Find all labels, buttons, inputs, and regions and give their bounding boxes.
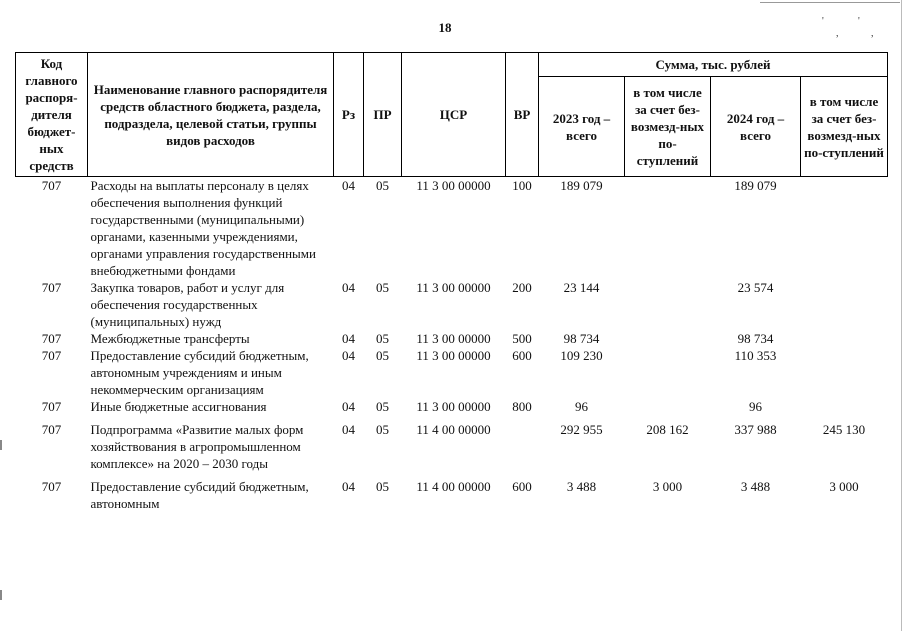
cell-2023-gratuitous [625, 347, 711, 398]
cell-name: Межбюджетные трансферты [90, 331, 250, 346]
header-csr: ЦСР [402, 53, 506, 177]
cell-code: 707 [41, 348, 62, 363]
table-row [16, 472, 888, 512]
scan-top-rule [760, 2, 900, 3]
scan-edge-tick [0, 440, 2, 450]
table-row [16, 330, 888, 347]
cell-name: Расходы на выплаты персоналу в целях обеспечения выполнения функций государственными (муниципальными) органами, казенными учреждениями, органами управления государственными внебюджетными фондами [90, 178, 316, 278]
cell-2024-total: 23 574 [737, 280, 774, 295]
header-code: Код главного распоря-дителя бюджет-ных средств [16, 53, 88, 177]
header-2024-gratuitous: в том числе за счет без-возмезд-ных по-ступлений [801, 77, 888, 177]
cell-2024-gratuitous [801, 398, 888, 415]
header-pr: ПР [364, 53, 402, 177]
cell-2024-total: 337 988 [734, 422, 777, 437]
header-2023-gratuitous: в том числе за счет без-возмезд-ных по-ступлений [625, 77, 711, 177]
cell-vr: 600 [512, 479, 532, 494]
table-row [16, 279, 888, 330]
cell-2023-total: 3 488 [566, 479, 597, 494]
cell-2023-gratuitous [625, 177, 711, 280]
cell-2024-total: 189 079 [734, 178, 777, 193]
cell-csr: 11 3 00 00000 [416, 331, 491, 346]
cell-rz: 04 [342, 348, 355, 363]
cell-csr: 11 3 00 00000 [416, 280, 491, 295]
table-row [16, 347, 888, 398]
page-number: 18 [438, 20, 452, 35]
scan-speck: , [871, 28, 874, 39]
cell-2023-gratuitous [625, 330, 711, 347]
header-sum-group: Сумма, тыс. рублей [539, 53, 888, 77]
cell-2023-total: 292 955 [560, 422, 603, 437]
cell-2024-total: 110 353 [734, 348, 777, 363]
cell-vr: 200 [512, 280, 532, 295]
table-header [16, 53, 888, 177]
cell-2023-total: 98 734 [563, 331, 600, 346]
cell-rz: 04 [342, 422, 355, 437]
cell-2023-total: 96 [575, 399, 588, 414]
cell-2023-total: 23 144 [563, 280, 600, 295]
cell-rz: 04 [342, 399, 355, 414]
cell-csr: 11 3 00 00000 [416, 399, 491, 414]
scan-speck: ' [858, 16, 860, 27]
cell-2023-total: 109 230 [560, 348, 603, 363]
cell-2024-gratuitous [801, 177, 888, 280]
cell-csr: 11 4 00 00000 [416, 479, 491, 494]
scan-speck: ' [822, 16, 824, 27]
cell-2024-gratuitous: 245 130 [822, 422, 866, 437]
cell-vr [506, 415, 539, 472]
scan-right-rule [901, 0, 902, 631]
cell-name: Подпрограмма «Развитие малых форм хозяйствования в агропромышленном комплексе» на 2020 – 2030 годы [90, 422, 304, 471]
cell-csr: 11 3 00 00000 [416, 178, 491, 193]
cell-2024-total: 96 [749, 399, 762, 414]
cell-name: Иные бюджетные ассигнования [90, 399, 267, 414]
cell-name: Закупка товаров, работ и услуг для обеспечения государственных (муниципальных) нужд [90, 280, 285, 329]
cell-2023-gratuitous: 208 162 [646, 422, 689, 437]
cell-2023-gratuitous [625, 279, 711, 330]
cell-code: 707 [41, 178, 62, 193]
cell-code: 707 [41, 280, 62, 295]
cell-rz: 04 [342, 479, 355, 494]
cell-2023-total: 189 079 [560, 178, 603, 193]
header-rz: Рз [334, 53, 364, 177]
cell-rz: 04 [342, 178, 355, 193]
cell-name: Предоставление субсидий бюджетным, автономным [90, 479, 309, 511]
header-vr: ВР [506, 53, 539, 177]
scan-speck: , [836, 28, 839, 39]
header-2024-total: 2024 год – всего [711, 77, 801, 177]
cell-code: 707 [41, 331, 62, 346]
cell-pr: 05 [376, 331, 389, 346]
cell-2023-gratuitous: 3 000 [652, 479, 683, 494]
cell-pr: 05 [376, 280, 389, 295]
cell-pr: 05 [376, 178, 389, 193]
cell-2024-gratuitous [801, 330, 888, 347]
cell-2023-gratuitous [625, 398, 711, 415]
cell-pr: 05 [376, 399, 389, 414]
cell-2024-gratuitous [801, 347, 888, 398]
header-2023-total: 2023 год – всего [539, 77, 625, 177]
cell-2024-gratuitous: 3 000 [829, 479, 859, 494]
table-row [16, 415, 888, 472]
cell-code: 707 [41, 479, 62, 494]
header-name: Наименование главного распорядителя средств областного бюджета, раздела, подраздела, целевой статьи, группы видов расходов [88, 53, 334, 177]
budget-table [15, 52, 888, 512]
cell-pr: 05 [376, 422, 389, 437]
cell-vr: 800 [512, 399, 532, 414]
cell-2024-gratuitous [801, 279, 888, 330]
cell-rz: 04 [342, 280, 355, 295]
cell-pr: 05 [376, 348, 389, 363]
table-body [16, 177, 888, 513]
cell-pr: 05 [376, 479, 389, 494]
cell-code: 707 [41, 399, 62, 414]
cell-code: 707 [41, 422, 62, 437]
cell-csr: 11 3 00 00000 [416, 348, 491, 363]
table-row [16, 398, 888, 415]
table-row [16, 177, 888, 280]
cell-csr: 11 4 00 00000 [416, 422, 491, 437]
cell-name: Предоставление субсидий бюджетным, автономным учреждениям и иным некоммерческим организациям [90, 348, 309, 397]
cell-rz: 04 [342, 331, 355, 346]
cell-vr: 100 [512, 178, 532, 193]
cell-vr: 500 [512, 331, 532, 346]
cell-2024-total: 98 734 [737, 331, 774, 346]
scan-edge-tick [0, 590, 2, 600]
cell-2024-total: 3 488 [740, 479, 771, 494]
cell-vr: 600 [512, 348, 532, 363]
